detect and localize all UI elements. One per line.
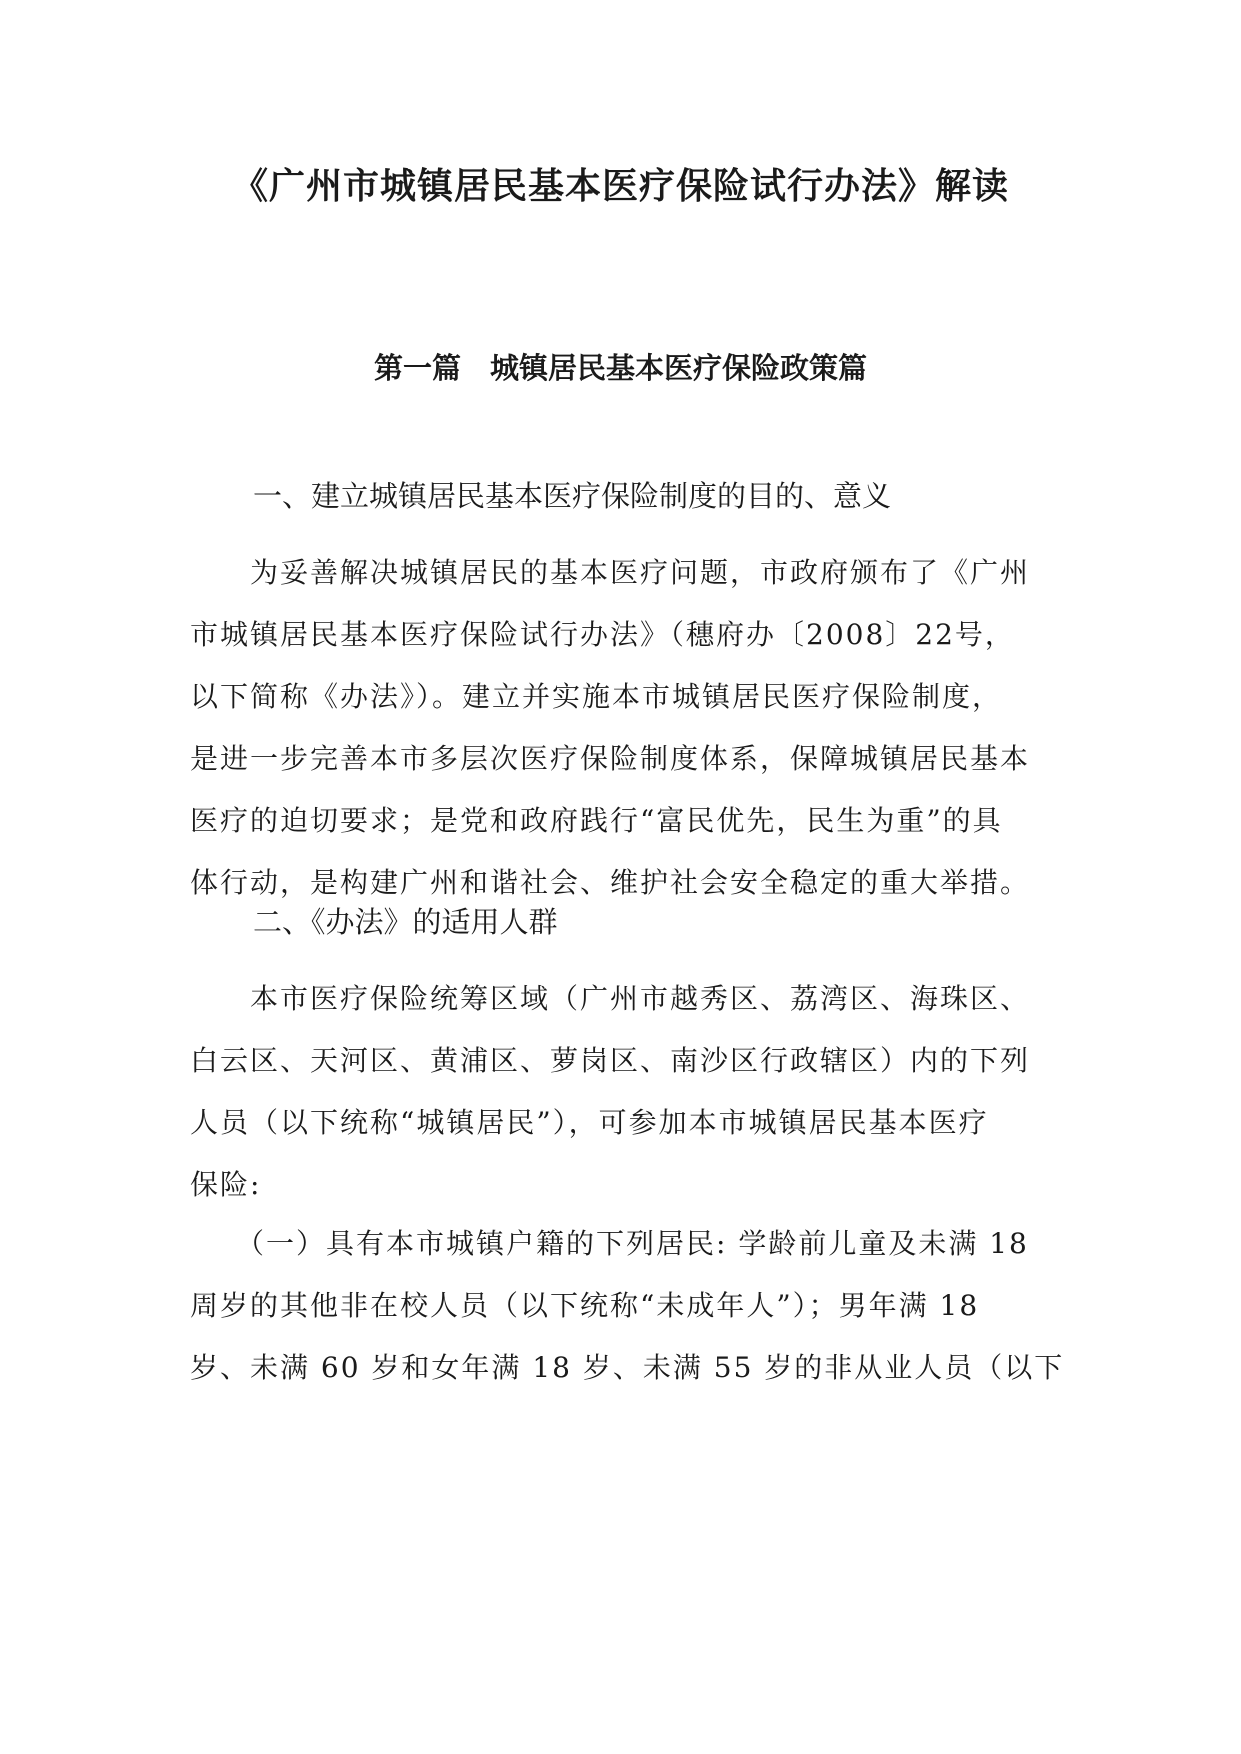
paragraph-line: 白云区、天河区、黄浦区、萝岗区、南沙区行政辖区）内的下列 — [190, 1044, 1031, 1077]
section-paragraph-1 — [190, 542, 1050, 914]
document-title: 《广州市城镇居民基本医疗保险试行办法》解读 — [231, 166, 1009, 207]
section-heading-1: 一、建立城镇居民基本医疗保险制度的目的、意义 — [253, 479, 892, 513]
paragraph-line: 市城镇居民基本医疗保险试行办法》（穗府办〔2008〕22号， — [190, 618, 1015, 651]
paragraph-line: 是进一步完善本市多层次医疗保险制度体系，保障城镇居民基本 — [190, 742, 1031, 775]
paragraph-line: 本市医疗保险统筹区域（广州市越秀区、荔湾区、海珠区、 — [190, 982, 1031, 1015]
paragraph-line: 岁、未满 60 岁和女年满 18 岁、未满 55 岁的非从业人员（以下 — [190, 1351, 1065, 1384]
paragraph-line: 为妥善解决城镇居民的基本医疗问题，市政府颁布了《广州 — [190, 556, 1031, 589]
section-paragraph-2 — [190, 968, 1050, 1216]
item-paragraph-1 — [190, 1213, 1065, 1399]
paragraph-line: 体行动，是构建广州和谐社会、维护社会安全稳定的重大举措。 — [190, 866, 1031, 899]
section-heading-2: 二、《办法》的适用人群 — [253, 905, 558, 939]
paragraph-line: 人员（以下统称“城镇居民”），可参加本市城镇居民基本医疗 — [190, 1106, 989, 1139]
paragraph-line: 以下简称《办法》）。建立并实施本市城镇居民医疗保险制度， — [190, 680, 1003, 713]
paragraph-line: 周岁的其他非在校人员（以下统称“未成年人”）；男年满 18 — [190, 1289, 980, 1322]
paragraph-line: 保险: — [190, 1168, 262, 1201]
paragraph-line: 医疗的迫切要求；是党和政府践行“富民优先，民生为重”的具 — [190, 804, 1003, 837]
part-title: 第一篇 城镇居民基本医疗保险政策篇 — [373, 351, 867, 385]
paragraph-line: （一）具有本市城镇户籍的下列居民: 学龄前儿童及未满 18 — [190, 1227, 1029, 1260]
